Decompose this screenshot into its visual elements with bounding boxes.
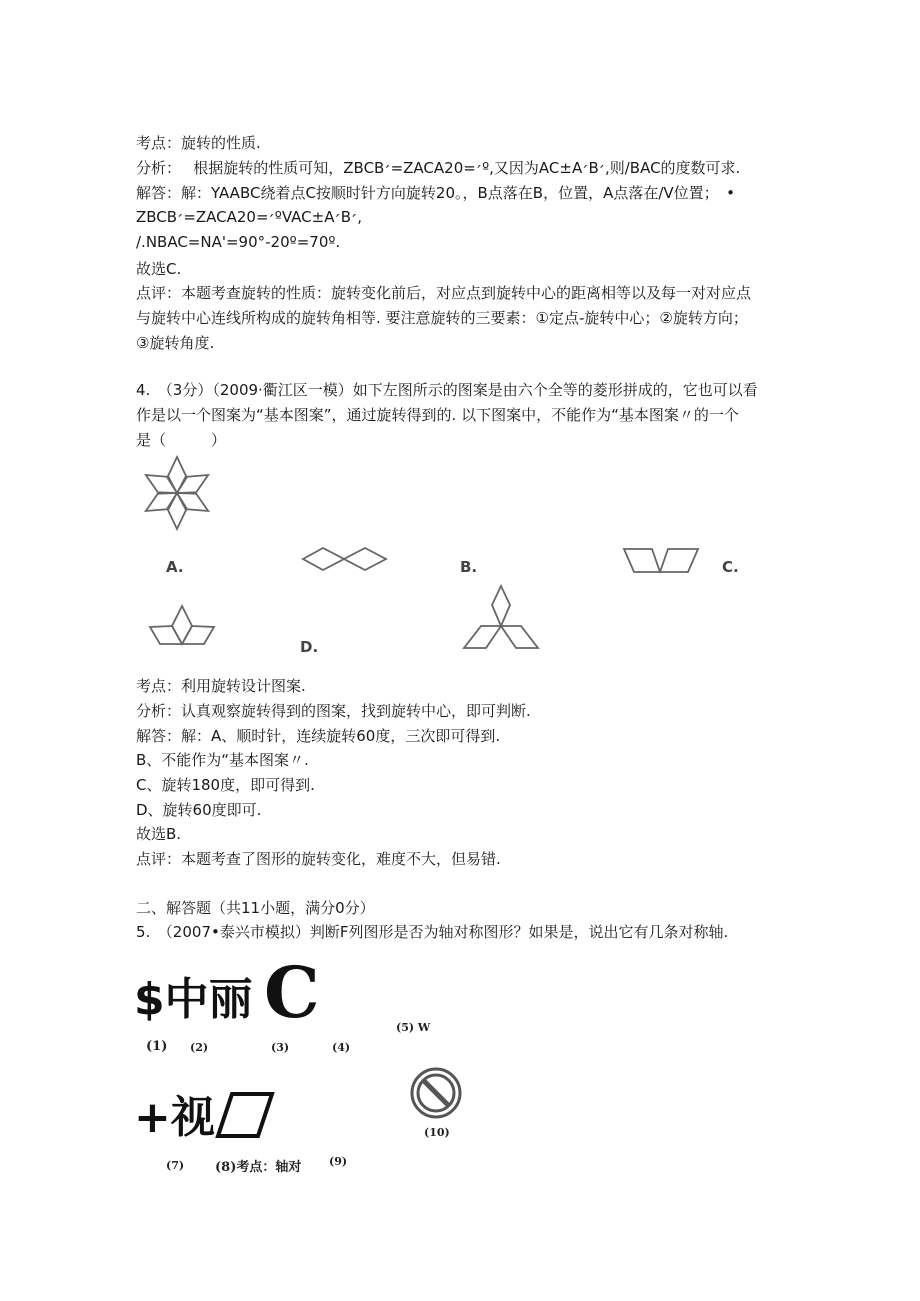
option-c-figure — [618, 542, 704, 578]
q4-dianping: 点评：本题考查了图形的旋转变化，难度不大，但易错. — [136, 850, 501, 868]
q5-label-1: (1) — [146, 1039, 168, 1054]
q3-jieda-line1: 解答：解：YAABC绕着点C按顺时针方向旋转20。，B点落在B，位置，A点落在/V位置； • — [136, 184, 736, 202]
q3-dianping-line2: 与旋转中心连线所构成的旋转角相等. 要注意旋转的三要素：①定点-旋转中心；②旋转方向； — [136, 309, 748, 327]
q4-answer: 故选B. — [136, 825, 182, 843]
q4-fenxi: 分析：认真观察旋转得到的图案，找到旋转中心，即可判断. — [136, 702, 531, 720]
no-entry-icon — [409, 1066, 463, 1120]
q3-answer: 故选C. — [136, 260, 182, 278]
q3-fenxi: 分析： 根据旋转的性质可知，ZBCB׳=ZACA׳=20º,又因为AC±A׳B׳,则/BAC的度数可求. — [136, 159, 741, 177]
option-d-figure — [460, 582, 542, 654]
option-d-label: D. — [300, 638, 319, 656]
q5-stem: 5. （2007•泰兴市模拟）判断F列图形是否为轴对称图形？如果是，说出它有几条对称轴. — [136, 923, 729, 941]
six-rhombus-star-figure — [136, 452, 218, 534]
q5-row1-characters: $中丽 — [134, 974, 253, 1025]
option-b-figure — [298, 540, 392, 578]
option-a-label: A. — [166, 558, 184, 576]
q4-jieda-line1: 解答：解：A、顺时针，连续旋转60度，三次即可得到. — [136, 727, 501, 745]
q4-jieda-line2: B、不能作为“基本图案〃. — [136, 751, 309, 769]
option-a-figure — [136, 600, 228, 658]
q5-label-9: (9) — [329, 1155, 348, 1168]
q3-dianping-line1: 点评：本题考查旋转的性质：旋转变化前后，对应点到旋转中心的距离相等以及每一对对应点 — [136, 284, 752, 302]
q3-jieda-line3: /.NBAC=NA'=90°-20º=70º. — [136, 233, 341, 251]
q3-kaodian: 考点：旋转的性质. — [136, 134, 261, 152]
option-b-label: B. — [460, 558, 478, 576]
q4-stem-line2: 作是以一个图案为“基本图案”，通过旋转得到的. 以下图案中，不能作为“基本图案〃的一个 — [136, 406, 739, 424]
q3-jieda-line2: ZBCB׳=ZACA׳=20ºVAC±A׳B׳, — [136, 208, 363, 226]
option-c-label: C. — [722, 558, 739, 576]
q5-label-3: (3) — [271, 1041, 290, 1054]
q4-kaodian: 考点：利用旋转设计图案. — [136, 677, 306, 695]
parallelogram-figure — [212, 1090, 276, 1140]
q5-row2-characters: +视 — [134, 1092, 215, 1143]
q4-jieda-line4: D、旋转60度即可. — [136, 801, 262, 819]
q3-dianping-line3: ③旋转角度. — [136, 334, 215, 352]
q4-stem-line1: 4. （3分）（2009·衢江区一模）如下左图所示的图案是由六个全等的菱形拼成的，它也可以看 — [136, 381, 758, 399]
q5-label-7: (7) — [166, 1159, 185, 1172]
q5-label-8: (8)考点：轴对 — [215, 1160, 302, 1175]
q5-big-letter-c: C — [264, 951, 320, 1034]
q4-stem-line3: 是（ ） — [136, 431, 227, 449]
q5-label-2: (2) — [190, 1041, 209, 1054]
q5-label-5: (5) W — [396, 1021, 431, 1034]
section2-heading: 二、解答题（共11小题，满分0分） — [136, 899, 375, 917]
q4-jieda-line3: C、旋转180度，即可得到. — [136, 776, 315, 794]
q5-label-10: (10) — [424, 1126, 450, 1139]
q5-label-4: (4) — [332, 1041, 351, 1054]
